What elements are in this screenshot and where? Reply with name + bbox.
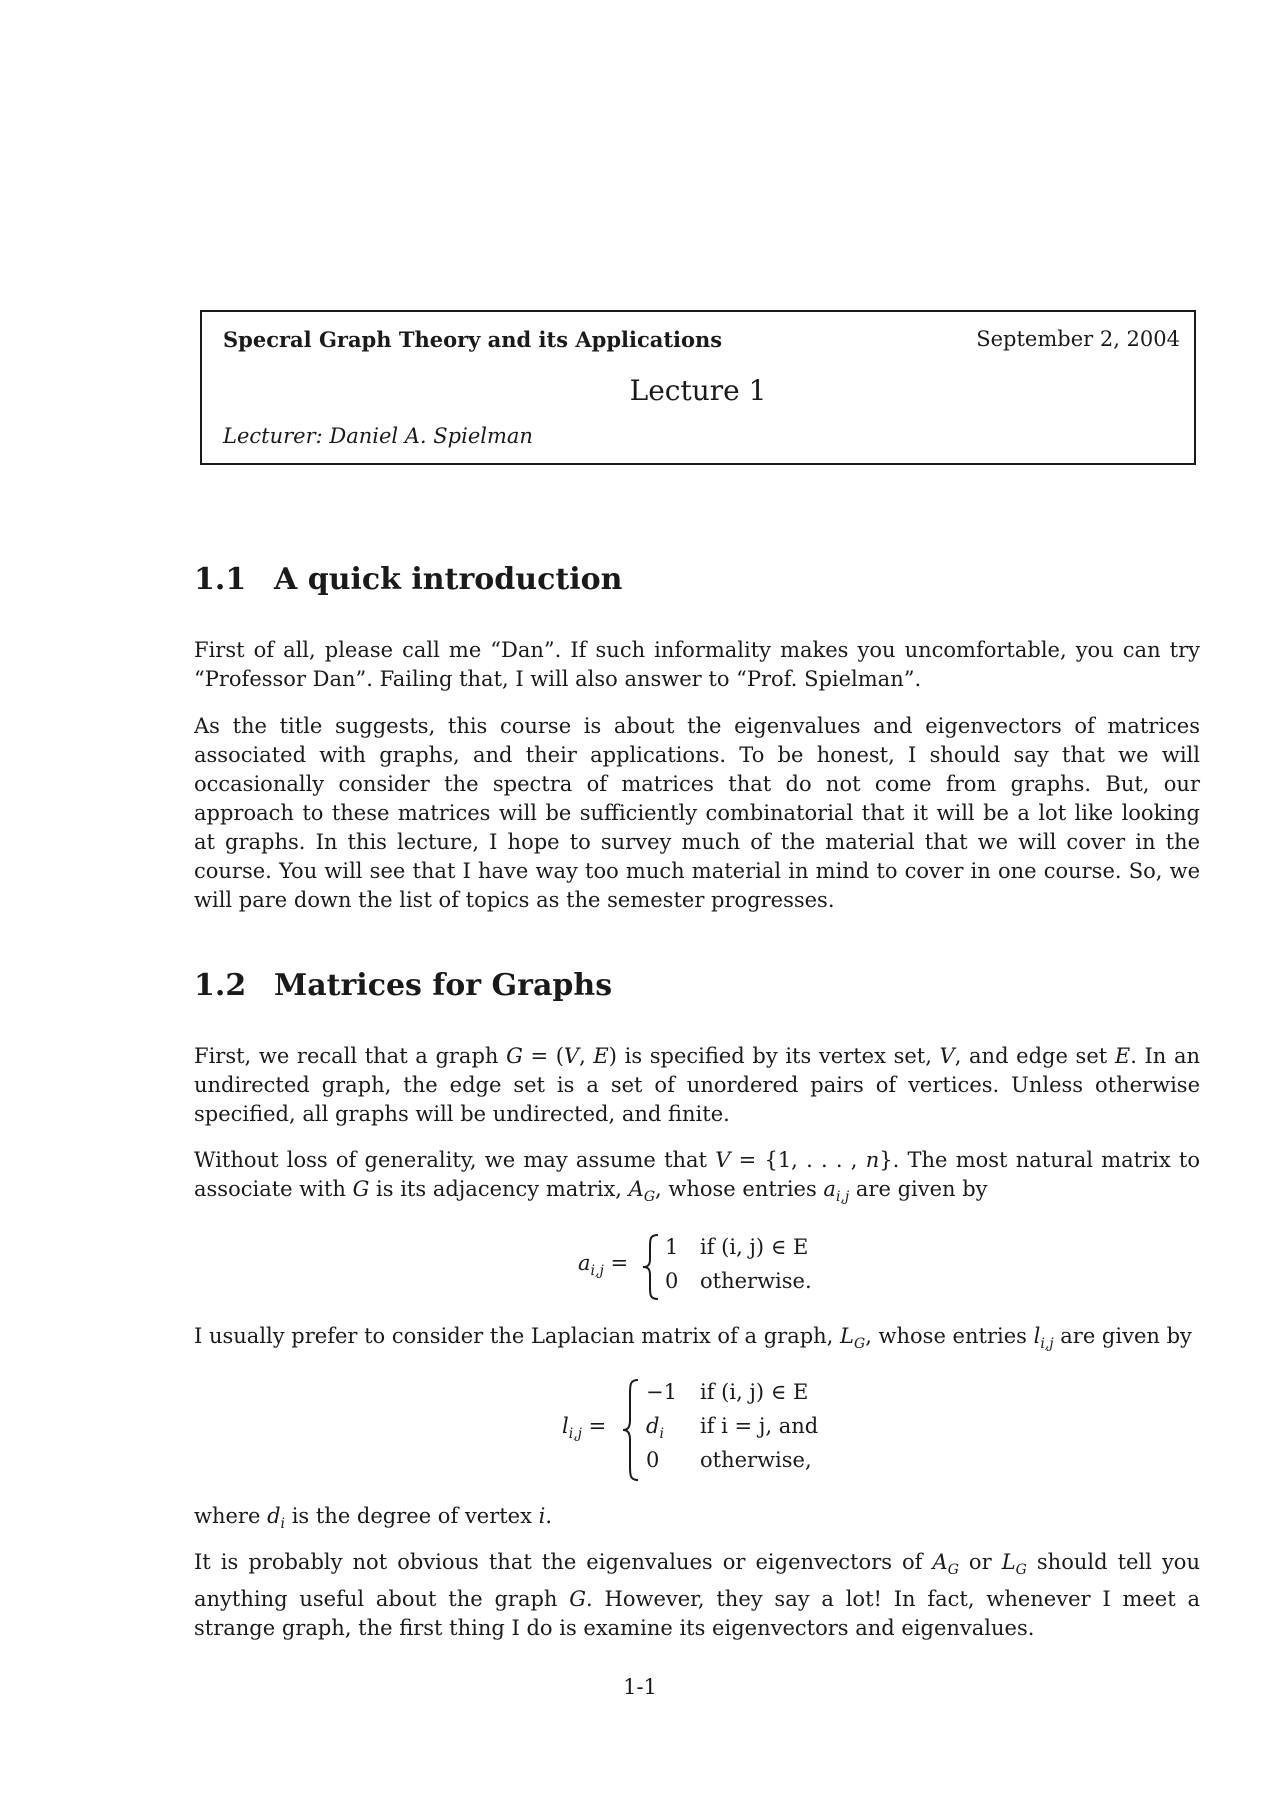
adjacency-equation bbox=[578, 1233, 838, 1301]
intro-paragraph-2: As the title suggests, this course is about the eigenvalues and eigenvectors of matrices associated with graphs, and their applications. To be honest, I should say that we will occasionally consider the spectra of matrices that do not come from graphs. But, our approach to these matrices will be sufficiently combinatorial that it will be a lot like looking at graphs. In this lecture, I hope to survey much of the material that we will cover in the course. You will see that I have way too much material in mind to cover in one course. So, we will pare down the list of topics as the semester progresses. bbox=[194, 714, 1200, 912]
laplacian-equation bbox=[562, 1378, 852, 1482]
section-number: 1.1 bbox=[194, 562, 247, 597]
equation-lhs: $a_{i,j}$ = bbox=[578, 1251, 629, 1280]
section-number: 1.2 bbox=[194, 968, 247, 1003]
case-condition: otherwise, bbox=[700, 1448, 812, 1472]
section-title: Matrices for Graphs bbox=[274, 968, 613, 1003]
adjacency-paragraph: Without loss of generality, we may assume that V = {1, . . . , n}. The most natural matrix to associate with G is its adjacency matrix, $A_G$, whose entries $a_{i,j}$ are given by bbox=[194, 1148, 1200, 1206]
degree-paragraph: where $d_i$ is the degree of vertex i. bbox=[194, 1504, 553, 1533]
lecture-number: Lecture 1 bbox=[629, 374, 767, 407]
left-brace-icon bbox=[620, 1378, 642, 1482]
equation-lhs: $l_{i,j}$ = bbox=[562, 1414, 607, 1443]
case-value: 1 bbox=[665, 1235, 679, 1259]
section-heading-matrices bbox=[194, 968, 612, 1003]
course-title: Specral Graph Theory and its Applications bbox=[223, 327, 723, 352]
case-value: 0 bbox=[665, 1269, 679, 1293]
case-value: −1 bbox=[646, 1380, 677, 1404]
left-brace-icon bbox=[640, 1233, 662, 1301]
graph-definition-paragraph: First, we recall that a graph G = (V, E) is specified by its vertex set, V, and edge set E. In an undirected graph, the edge set is a set of unordered pairs of vertices. Unless otherwise specified, all graphs will be undirected, and finite. bbox=[194, 1044, 1201, 1126]
page-number: 1-1 bbox=[623, 1675, 657, 1699]
lecturer-name: Lecturer: Daniel A. Spielman bbox=[223, 424, 533, 448]
laplacian-paragraph: I usually prefer to consider the Laplacian matrix of a graph, $L_G$, whose entries $l_{i,j}$ are given by bbox=[194, 1324, 1192, 1353]
eigen-paragraph: It is probably not obvious that the eigenvalues or eigenvectors of $A_G$ or $L_G$ should tell you anything useful about the graph G. However, they say a lot! In fact, whenever I meet a strange graph, the first thing I do is examine its eigenvectors and eigenvalues. bbox=[194, 1550, 1200, 1641]
case-condition: otherwise. bbox=[700, 1269, 812, 1293]
case-condition: if (i, j) ∈ E bbox=[700, 1380, 809, 1404]
lecture-date: September 2, 2004 bbox=[976, 327, 1180, 351]
section-heading-intro bbox=[194, 562, 622, 597]
intro-paragraph-1: First of all, please call me “Dan”. If such informality makes you uncomfortable, you can try “Professor Dan”. Failing that, I will also answer to “Prof. Spielman”. bbox=[194, 638, 1200, 691]
case-condition: if (i, j) ∈ E bbox=[700, 1235, 809, 1259]
case-condition: if i = j, and bbox=[700, 1414, 819, 1438]
case-value: $d_i$ bbox=[646, 1414, 664, 1443]
section-title: A quick introduction bbox=[274, 562, 623, 597]
case-value: 0 bbox=[646, 1448, 660, 1472]
lecture-header-box bbox=[200, 310, 1196, 465]
